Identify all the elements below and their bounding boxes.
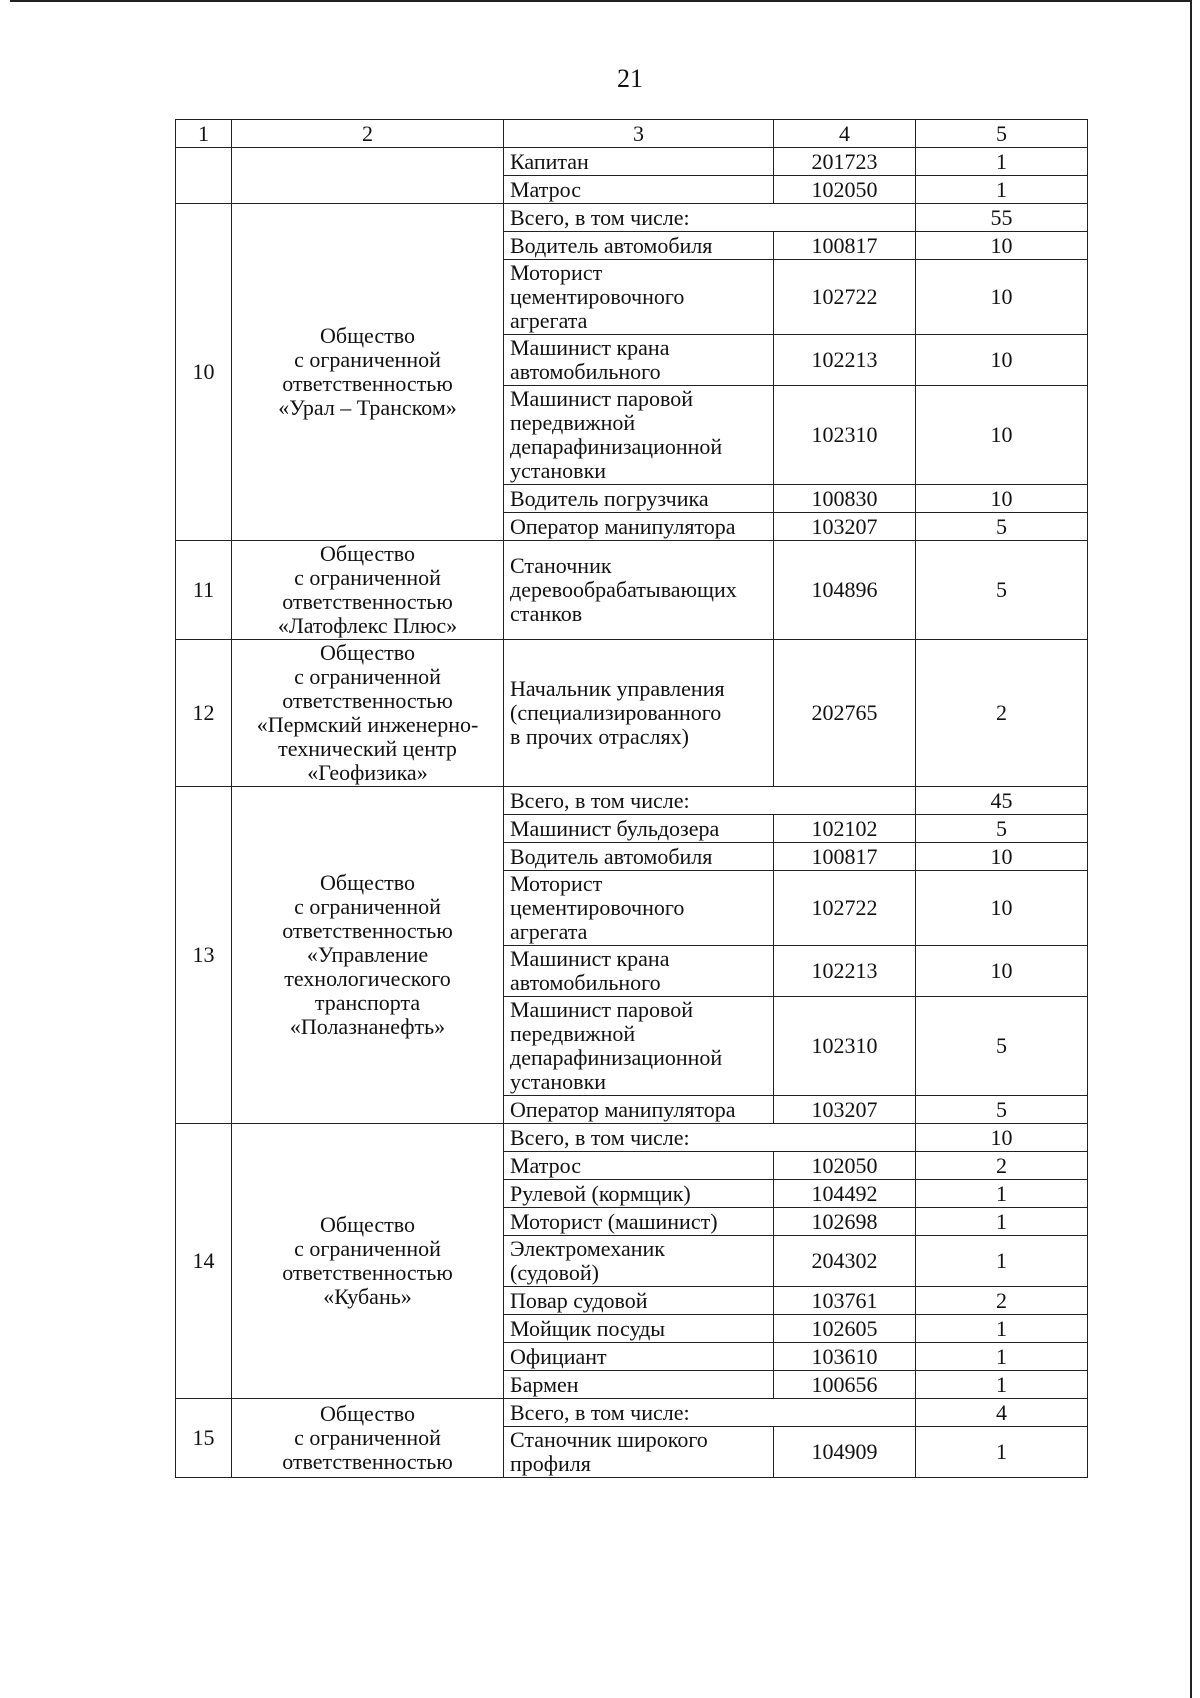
total-label: Всего, в том числе: [504, 1124, 916, 1152]
empty-cell [176, 148, 232, 204]
total-row [176, 204, 1088, 232]
profession-code: 102698 [774, 1208, 916, 1236]
worker-count: 2 [916, 1287, 1088, 1315]
column-header: 2 [232, 120, 504, 148]
column-header: 3 [504, 120, 774, 148]
worker-count: 2 [916, 1152, 1088, 1180]
worker-count: 10 [916, 335, 1088, 386]
organization-name: Общество с ограниченной ответственностью «Пермский инженерно- технический центр «Геофизика» [232, 640, 504, 787]
profession-code: 102213 [774, 335, 916, 386]
worker-count: 1 [916, 1371, 1088, 1399]
profession-code: 103207 [774, 1096, 916, 1124]
profession-name: Матрос [504, 176, 774, 204]
document-table [175, 119, 1088, 1478]
worker-count: 1 [916, 1236, 1088, 1287]
row-number: 11 [176, 541, 232, 640]
profession-name: Оператор манипулятора [504, 1096, 774, 1124]
page-number: 21 [617, 64, 643, 93]
worker-count: 1 [916, 176, 1088, 204]
profession-name: Повар судовой [504, 1287, 774, 1315]
profession-code: 104909 [774, 1427, 916, 1478]
worker-count: 5 [916, 1096, 1088, 1124]
profession-code: 100656 [774, 1371, 916, 1399]
worker-count: 1 [916, 1180, 1088, 1208]
row-number: 13 [176, 787, 232, 1124]
worker-count: 2 [916, 640, 1088, 787]
worker-count: 10 [916, 232, 1088, 260]
profession-name: Машинист паровой передвижной депарафинизационной установки [504, 386, 774, 485]
organization-name: Общество с ограниченной ответственностью «Кубань» [232, 1124, 504, 1399]
total-count: 10 [916, 1124, 1088, 1152]
profession-code: 102050 [774, 176, 916, 204]
row-number: 10 [176, 204, 232, 541]
row-number: 14 [176, 1124, 232, 1399]
profession-name: Матрос [504, 1152, 774, 1180]
worker-count: 10 [916, 386, 1088, 485]
profession-code: 102605 [774, 1315, 916, 1343]
total-row [176, 1399, 1088, 1427]
profession-name: Официант [504, 1343, 774, 1371]
profession-name: Машинист крана автомобильного [504, 946, 774, 997]
worker-count: 5 [916, 513, 1088, 541]
page-border-top [10, 0, 1190, 2]
worker-count: 10 [916, 260, 1088, 335]
organization-name: Общество с ограниченной ответственностью «Управление технологического транспорта «Полазнанефть» [232, 787, 504, 1124]
worker-count: 1 [916, 148, 1088, 176]
profession-code: 202765 [774, 640, 916, 787]
worker-count: 1 [916, 1208, 1088, 1236]
row-number: 15 [176, 1399, 232, 1478]
profession-name: Капитан [504, 148, 774, 176]
row-number: 12 [176, 640, 232, 787]
table-header-row [176, 120, 1088, 148]
organization-name: Общество с ограниченной ответственностью [232, 1399, 504, 1478]
profession-name: Водитель автомобиля [504, 232, 774, 260]
page-border-right [1190, 0, 1192, 1698]
empty-cell [232, 148, 504, 204]
worker-count: 5 [916, 997, 1088, 1096]
profession-code: 100817 [774, 232, 916, 260]
worker-count: 5 [916, 541, 1088, 640]
total-label: Всего, в том числе: [504, 204, 916, 232]
profession-code: 100830 [774, 485, 916, 513]
worker-count: 10 [916, 871, 1088, 946]
profession-code: 102310 [774, 997, 916, 1096]
total-count: 45 [916, 787, 1088, 815]
profession-name: Мойщик посуды [504, 1315, 774, 1343]
total-count: 4 [916, 1399, 1088, 1427]
profession-name: Машинист бульдозера [504, 815, 774, 843]
worker-count: 10 [916, 843, 1088, 871]
profession-code: 104492 [774, 1180, 916, 1208]
profession-name: Станочник деревообрабатывающих станков [504, 541, 774, 640]
table-row [176, 541, 1088, 640]
column-header: 1 [176, 120, 232, 148]
profession-name: Моторист цементировочного агрегата [504, 871, 774, 946]
worker-count: 1 [916, 1343, 1088, 1371]
profession-code: 103610 [774, 1343, 916, 1371]
profession-code: 102310 [774, 386, 916, 485]
profession-code: 100817 [774, 843, 916, 871]
profession-code: 102722 [774, 260, 916, 335]
table-row [176, 148, 1088, 176]
profession-name: Начальник управления (специализированного в прочих отраслях) [504, 640, 774, 787]
profession-code: 103761 [774, 1287, 916, 1315]
profession-name: Станочник широкого профиля [504, 1427, 774, 1478]
profession-name: Водитель погрузчика [504, 485, 774, 513]
total-label: Всего, в том числе: [504, 1399, 916, 1427]
profession-code: 103207 [774, 513, 916, 541]
worker-count: 10 [916, 485, 1088, 513]
profession-name: Машинист паровой передвижной депарафинизационной установки [504, 997, 774, 1096]
worker-count: 1 [916, 1427, 1088, 1478]
profession-code: 102102 [774, 815, 916, 843]
worker-count: 5 [916, 815, 1088, 843]
profession-name: Водитель автомобиля [504, 843, 774, 871]
total-count: 55 [916, 204, 1088, 232]
profession-code: 102213 [774, 946, 916, 997]
profession-name: Оператор манипулятора [504, 513, 774, 541]
profession-name: Электромеханик (судовой) [504, 1236, 774, 1287]
table-body [176, 120, 1088, 1478]
profession-name: Моторист цементировочного агрегата [504, 260, 774, 335]
profession-name: Моторист (машинист) [504, 1208, 774, 1236]
worker-count: 1 [916, 1315, 1088, 1343]
total-row [176, 1124, 1088, 1152]
worker-count: 10 [916, 946, 1088, 997]
total-label: Всего, в том числе: [504, 787, 916, 815]
column-header: 4 [774, 120, 916, 148]
profession-code: 204302 [774, 1236, 916, 1287]
table-row [176, 640, 1088, 787]
profession-name: Рулевой (кормщик) [504, 1180, 774, 1208]
total-row [176, 787, 1088, 815]
profession-name: Бармен [504, 1371, 774, 1399]
profession-code: 102050 [774, 1152, 916, 1180]
profession-code: 104896 [774, 541, 916, 640]
organization-name: Общество с ограниченной ответственностью «Урал – Транском» [232, 204, 504, 541]
profession-code: 201723 [774, 148, 916, 176]
profession-code: 102722 [774, 871, 916, 946]
organization-name: Общество с ограниченной ответственностью «Латофлекс Плюс» [232, 541, 504, 640]
profession-name: Машинист крана автомобильного [504, 335, 774, 386]
column-header: 5 [916, 120, 1088, 148]
